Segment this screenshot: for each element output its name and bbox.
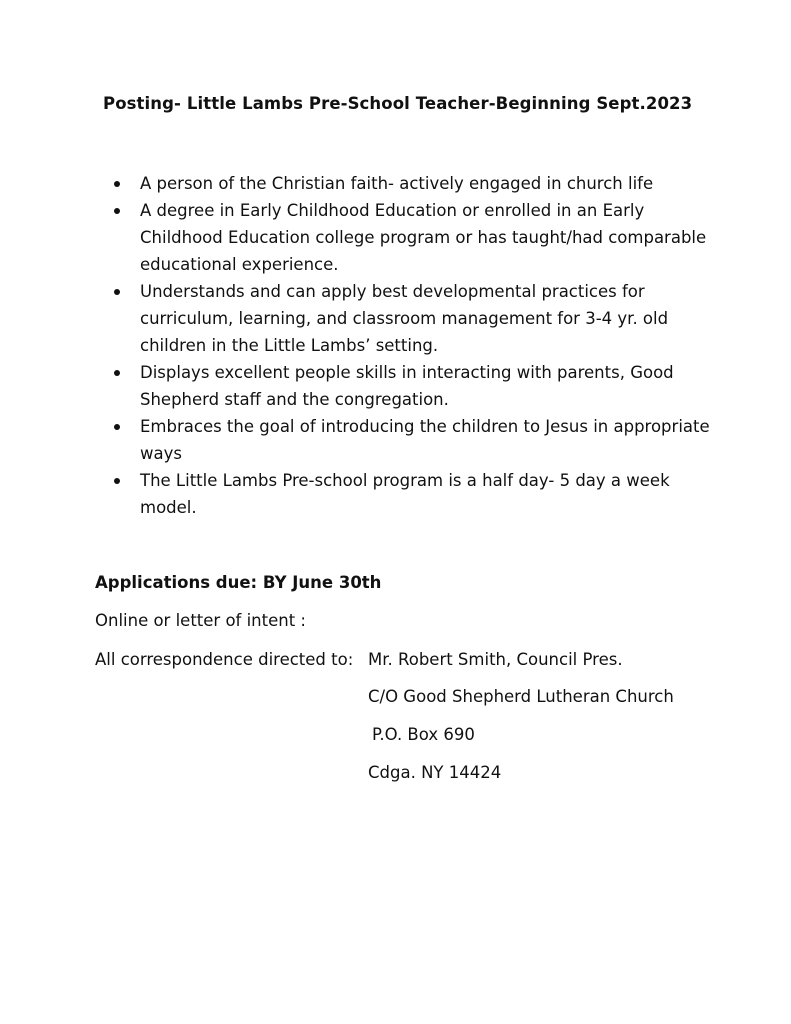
address-line: C/O Good Shepherd Lutheran Church	[368, 687, 674, 706]
address-line: Cdga. NY 14424	[368, 763, 502, 782]
requirement-text: Embraces the goal of introducing the children to Jesus in appropriate ways	[140, 417, 710, 463]
application-method: Online or letter of intent :	[95, 611, 306, 630]
requirement-text: The Little Lambs Pre-school program is a half day- 5 day a week model.	[140, 471, 670, 517]
requirements-list	[112, 170, 712, 521]
requirement-text: A degree in Early Childhood Education or enrolled in an Early Childhood Education college program or has taught/had comparable educational experience.	[140, 201, 707, 274]
list-item	[112, 278, 712, 359]
applications-due: Applications due: BY June 30th	[95, 573, 382, 592]
bullet-icon	[114, 478, 120, 484]
list-item	[112, 359, 712, 413]
bullet-icon	[114, 289, 120, 295]
list-item	[112, 197, 712, 278]
address-line: P.O. Box 690	[372, 725, 475, 744]
list-item	[112, 467, 712, 521]
requirement-text: A person of the Christian faith- actively engaged in church life	[140, 174, 654, 193]
requirement-text: Displays excellent people skills in interacting with parents, Good Shepherd staff and the congregation.	[140, 363, 674, 409]
list-item	[112, 170, 712, 197]
bullet-icon	[114, 424, 120, 430]
posting-title: Posting- Little Lambs Pre-School Teacher-Beginning Sept.2023	[103, 94, 693, 113]
bullet-icon	[114, 370, 120, 376]
bullet-icon	[114, 181, 120, 187]
list-item	[112, 413, 712, 467]
bullet-icon	[114, 208, 120, 214]
requirement-text: Understands and can apply best developmental practices for curriculum, learning, and classroom management for 3-4 yr. old children in the Little Lambs’ setting.	[140, 282, 669, 355]
address-line: Mr. Robert Smith, Council Pres.	[368, 650, 623, 669]
correspondence-label: All correspondence directed to:	[95, 650, 354, 669]
